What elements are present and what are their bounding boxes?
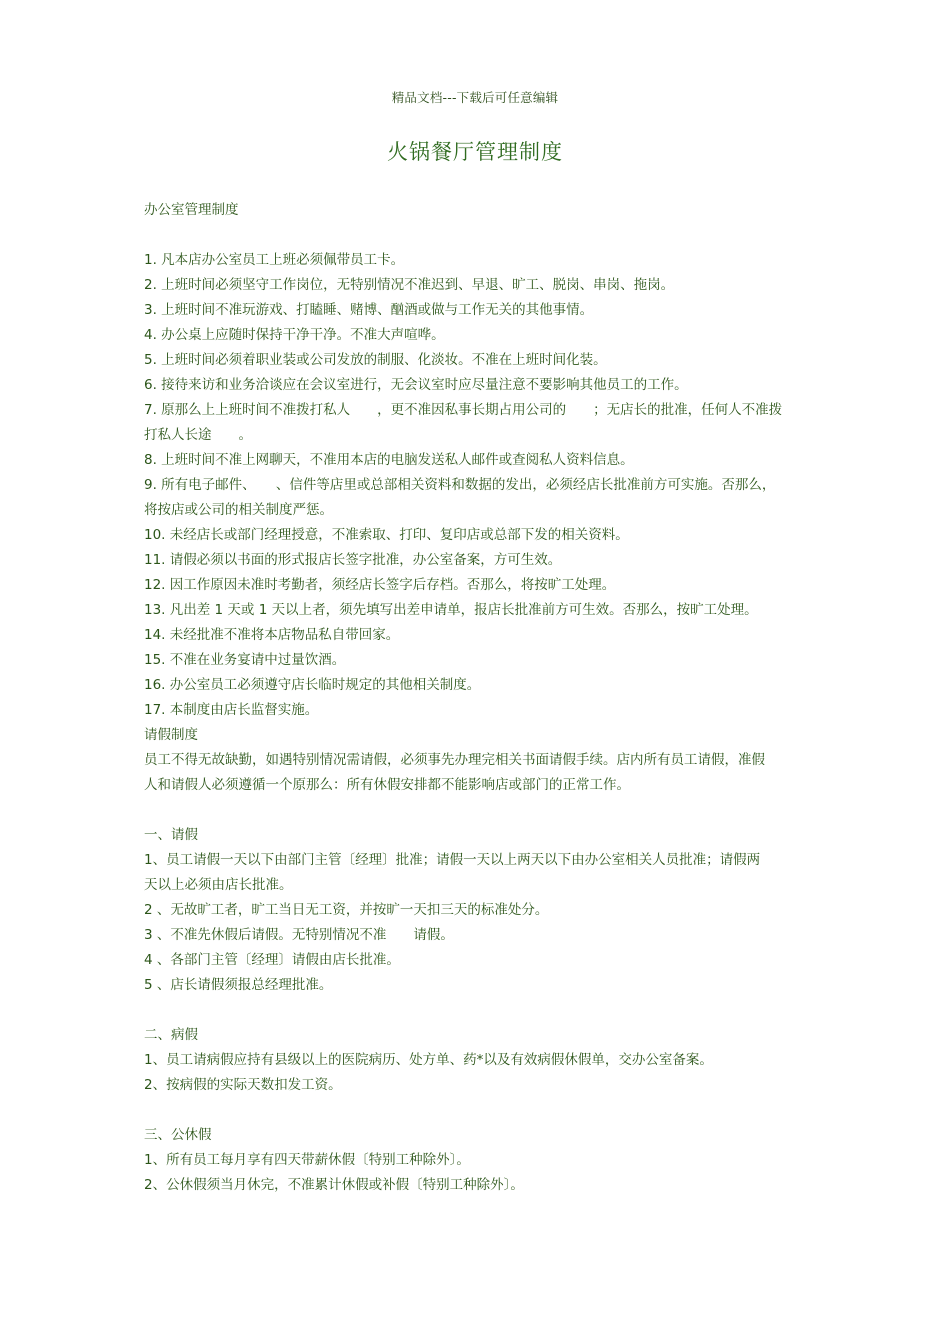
document-body <box>144 198 820 1198</box>
office-rule: 17. 本制度由店长监督实施。 <box>144 702 319 718</box>
office-rule: 16. 办公室员工必须遵守店长临时规定的其他相关制度。 <box>144 677 481 693</box>
personal-leave-item-continuation: 天以上必须由店长批准。 <box>144 877 293 893</box>
blank-line <box>144 998 820 1023</box>
office-rule: 13. 凡出差 1 天或 1 天以上者，须先填写出差申请单，报店长批准前方可生效。否那么，按旷工处理。 <box>144 602 758 618</box>
office-rule: 14. 未经批准不准将本店物品私自带回家。 <box>144 627 400 643</box>
office-rule: 5. 上班时间必须着职业装或公司发放的制服、化淡妆。不准在上班时间化装。 <box>144 352 607 368</box>
leave-intro: 员工不得无故缺勤，如遇特别情况需请假，必须事先办理完相关书面请假手续。店内所有员工请假，准假 <box>144 752 765 768</box>
sick-leave-heading: 二、病假 <box>144 1027 198 1043</box>
personal-leave-item: 1、员工请假一天以下由部门主管〔经理〕批准；请假一天以上两天以下由办公室相关人员批准；请假两 <box>144 852 761 868</box>
personal-leave-item: 2 、无故旷工者，旷工当日无工资，并按旷一天扣三天的标准处分。 <box>144 902 549 918</box>
personal-leave-heading: 一、请假 <box>144 827 198 843</box>
public-leave-heading: 三、公休假 <box>144 1127 212 1143</box>
office-rule: 1. 凡本店办公室员工上班必须佩带员工卡。 <box>144 252 405 268</box>
section-heading-office: 办公室管理制度 <box>144 202 239 218</box>
blank-line <box>144 1098 820 1123</box>
header-note: 精品文档---下载后可任意编辑 <box>391 90 559 105</box>
office-rule: 6. 接待来访和业务洽谈应在会议室进行，无会议室时应尽量注意不要影响其他员工的工作。 <box>144 377 688 393</box>
office-rule: 4. 办公桌上应随时保持干净干净。不准大声喧哗。 <box>144 327 445 343</box>
office-rule: 9. 所有电子邮件、 、信件等店里或总部相关资料和数据的发出，必须经店长批准前方可实施。否那么， <box>144 477 776 493</box>
section-heading-leave: 请假制度 <box>144 727 198 743</box>
office-rule: 12. 因工作原因未准时考勤者，须经店长签字后存档。否那么，将按旷工处理。 <box>144 577 616 593</box>
leave-intro-continuation: 人和请假人必须遵循一个原那么：所有休假安排都不能影响店或部门的正常工作。 <box>144 777 630 793</box>
personal-leave-item: 4 、各部门主管〔经理〕请假由店长批准。 <box>144 952 400 968</box>
office-rule: 3. 上班时间不准玩游戏、打瞌睡、赌博、酗酒或做与工作无关的其他事情。 <box>144 302 594 318</box>
office-rule: 15. 不准在业务宴请中过量饮酒。 <box>144 652 346 668</box>
office-rule: 2. 上班时间必须坚守工作岗位，无特别情况不准迟到、早退、旷工、脱岗、串岗、拖岗。 <box>144 277 675 293</box>
office-rule-continuation: 打私人长途 。 <box>144 427 252 443</box>
blank-line <box>144 798 820 823</box>
public-leave-item: 1、所有员工每月享有四天带薪休假〔特别工种除外〕。 <box>144 1152 470 1168</box>
personal-leave-item: 3 、不准先休假后请假。无特别情况不准 请假。 <box>144 927 454 943</box>
public-leave-item: 2、公休假须当月休完，不准累计休假或补假〔特别工种除外〕。 <box>144 1177 524 1193</box>
office-rule: 8. 上班时间不准上网聊天，不准用本店的电脑发送私人邮件或查阅私人资料信息。 <box>144 452 634 468</box>
personal-leave-item: 5 、店长请假须报总经理批准。 <box>144 977 333 993</box>
sick-leave-item: 1、员工请病假应持有县级以上的医院病历、处方单、药*以及有效病假休假单，交办公室备案。 <box>144 1052 713 1068</box>
blank-line <box>144 223 820 248</box>
document-title: 火锅餐厅管理制度 <box>387 140 563 164</box>
office-rule: 11. 请假必须以书面的形式报店长签字批准，办公室备案，方可生效。 <box>144 552 562 568</box>
office-rule: 7. 原那么上上班时间不准拨打私人 ，更不准因私事长期占用公司的 ；无店长的批准，任何人不准拨 <box>144 402 783 418</box>
office-rule-continuation: 将按店或公司的相关制度严惩。 <box>144 502 333 518</box>
office-rule: 10. 未经店长或部门经理授意，不准索取、打印、复印店或总部下发的相关资料。 <box>144 527 629 543</box>
sick-leave-item: 2、按病假的实际天数扣发工资。 <box>144 1077 342 1093</box>
